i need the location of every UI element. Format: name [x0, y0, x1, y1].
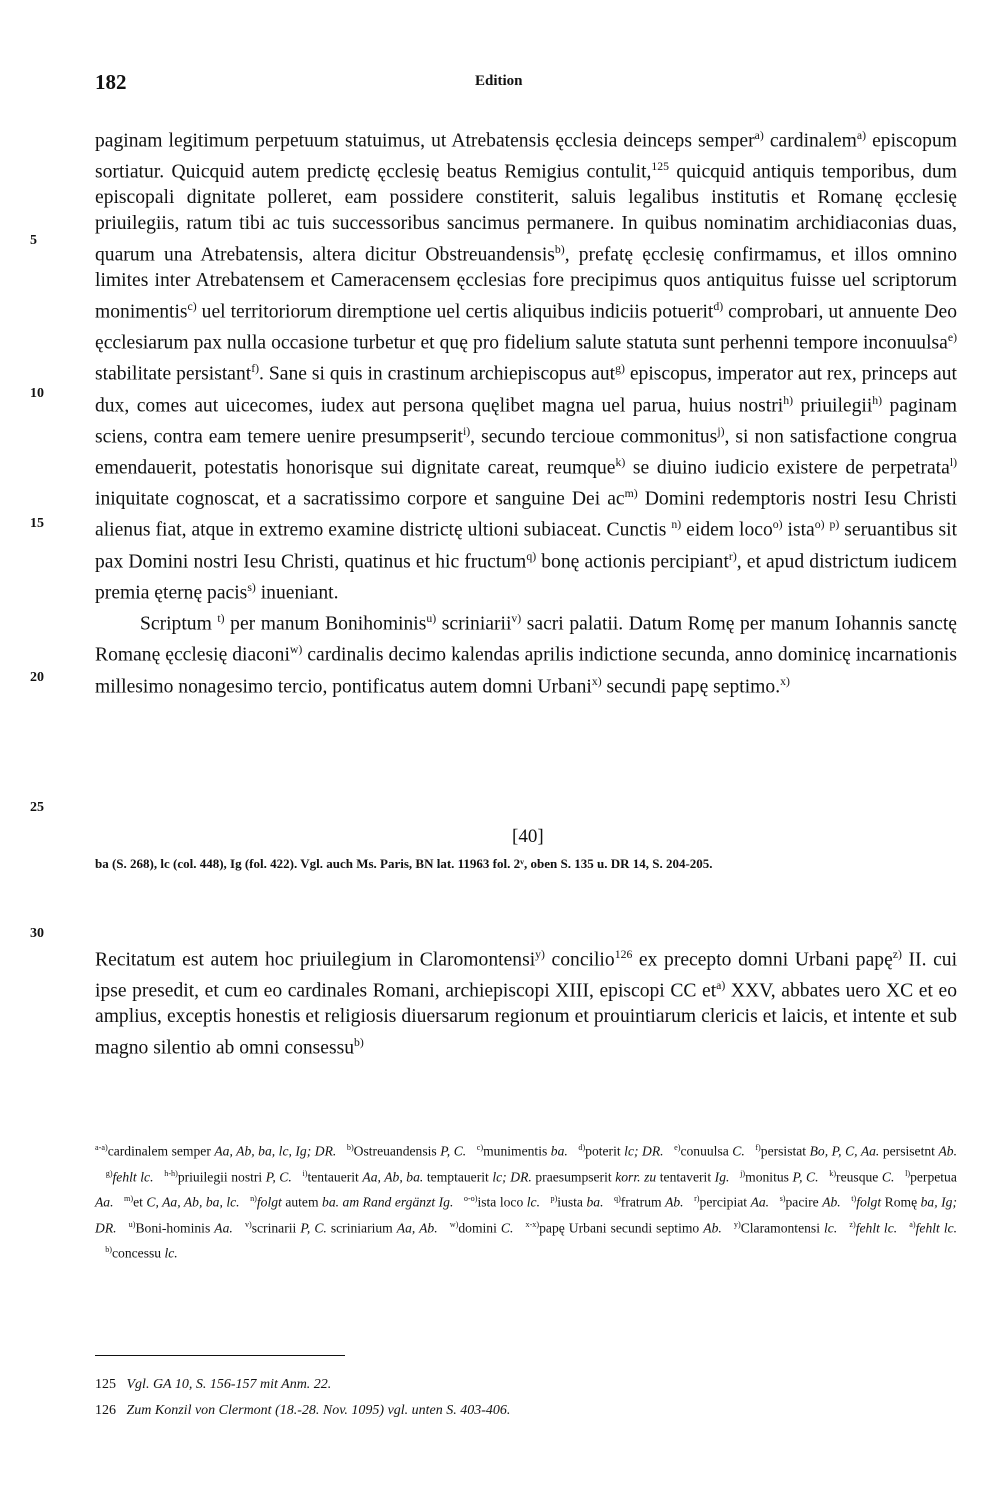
apparatus-separator [453, 1195, 464, 1210]
footnote-125 [95, 1377, 331, 1393]
apparatus-reading: conuulsa [680, 1143, 733, 1159]
apparatus-sigla: P, C. [265, 1169, 292, 1185]
line-number: 5 [30, 233, 37, 248]
apparatus-separator [664, 1144, 675, 1159]
text-run: paginam sciens, contra eam temere uenire presumpserit [95, 395, 957, 448]
apparatus-separator [233, 1220, 245, 1235]
apparatus-separator [513, 1220, 525, 1235]
apparatus-separator [841, 1195, 852, 1210]
apparatus-sigla: Ab. [822, 1194, 841, 1210]
apparatus-sigla: Ab. [938, 1143, 957, 1159]
apparatus-marker: b) [346, 1143, 354, 1152]
apparatus-marker: l) [905, 1168, 911, 1178]
note-marker: x) [780, 674, 790, 688]
apparatus-reading: monitus [745, 1169, 793, 1185]
text-run: per manum Bonihominis [224, 613, 427, 635]
apparatus-marker: v) [244, 1219, 252, 1229]
apparatus-separator [568, 1144, 579, 1159]
apparatus-marker: h-h) [164, 1168, 178, 1178]
apparatus-sigla: Ig. [714, 1169, 730, 1185]
note-marker: q) [526, 549, 537, 563]
line-number: 10 [30, 386, 44, 401]
charter-paragraph [95, 123, 957, 606]
apparatus-sigla: P, C. [792, 1169, 819, 1185]
apparatus-marker: p) [550, 1194, 558, 1204]
note-marker: b) [354, 1036, 364, 1050]
text-run: bonę actionis percipiant [536, 551, 729, 573]
note-marker: h) [783, 393, 794, 407]
apparatus-sigla: fehlt [112, 1169, 137, 1185]
apparatus-sigla: lc. [526, 1194, 540, 1210]
apparatus-separator [745, 1144, 756, 1159]
apparatus-reading: Claramontensi [740, 1220, 825, 1236]
text-run: eidem loco [681, 519, 773, 541]
apparatus-marker: r) [694, 1194, 700, 1204]
apparatus-reading: et [133, 1194, 147, 1210]
apparatus-reading: tentauerit [307, 1169, 363, 1185]
document-number: [40] [512, 826, 544, 847]
apparatus-reading: tentaverit [656, 1169, 715, 1185]
apparatus-sigla: P, C. [300, 1220, 327, 1236]
apparatus-sigla: fehlt lc. [915, 1220, 958, 1236]
line-number: 25 [30, 800, 44, 815]
apparatus-sigla: ba. [550, 1143, 568, 1159]
apparatus-sigla: C. [500, 1220, 514, 1236]
apparatus-marker: a-a) [95, 1143, 108, 1152]
note-marker: k) [615, 455, 626, 469]
text-run: XXV, abbates uero XC et eo amplius, exceptis honestis et religiosis diuersarum regionum et prouintiarum clericis et laicis, et intente et sub magno silentio ab omni consessu [95, 980, 957, 1059]
note-marker: a) [754, 129, 764, 142]
note-marker: c) [187, 299, 197, 313]
text-run: cardinalis decimo kalendas aprilis indictione secunda, anno dominicę incarnationis millesimo nonagesimo tercio, pontificatus autem domni Urbani [95, 644, 958, 698]
apparatus-separator [336, 1144, 347, 1159]
apparatus-marker: q) [614, 1194, 621, 1204]
text-run: , prefatę ęcclesię confirmamus, et illos omnino limites inter Atrebatensem et Cameracensem ęcclesias fore precipimus quos antiquitus fuisse uel scriptorum monimentis [95, 244, 957, 323]
apparatus-separator [722, 1220, 734, 1235]
apparatus-sigla: Ab. [665, 1194, 684, 1210]
apparatus-reading: autem [281, 1194, 323, 1210]
apparatus-marker: n) [250, 1194, 257, 1204]
apparatus-separator [95, 1169, 106, 1184]
apparatus-separator [117, 1220, 129, 1235]
text-run: scriniarii [436, 613, 512, 635]
footnote-rule [95, 1355, 345, 1356]
note-marker: n) [671, 518, 682, 532]
note-marker: a) [716, 979, 726, 993]
apparatus-sigla: folgt [256, 1194, 282, 1210]
note-marker: x) [591, 674, 602, 688]
apparatus-separator [438, 1220, 450, 1235]
apparatus-sigla: Aa. [750, 1194, 770, 1210]
apparatus-marker: k) [829, 1168, 837, 1178]
apparatus-reading: Romę [881, 1194, 921, 1210]
apparatus-sigla: P, C. [440, 1143, 467, 1159]
apparatus-reading: praesumpserit [531, 1169, 616, 1185]
apparatus-sigla: C. [881, 1169, 895, 1185]
apparatus-marker: t) [851, 1194, 857, 1204]
apparatus-reading: scriniarium [326, 1220, 397, 1236]
apparatus-reading: munimentis [483, 1143, 551, 1159]
text-run: cardinalem [763, 130, 857, 152]
critical-apparatus [95, 1137, 957, 1265]
footnote-126 [95, 1403, 510, 1419]
apparatus-reading: scrinarii [251, 1220, 301, 1236]
apparatus-marker: m) [124, 1194, 134, 1204]
text-run: Scriptum [140, 613, 218, 635]
text-run: , et apud districtum iudicem premia ęternę pacis [95, 551, 957, 604]
text-run: paginam legitimum perpetuum statuimus, ut Atrebatensis ęcclesia deinceps semper [95, 130, 755, 152]
text-run: , si non satisfactione congrua emendauerit, potestatis honorisque sui dignitate careat, reumque [95, 426, 957, 479]
source-note: ba (S. 268), lc (col. 448), Ig (fol. 422). Vgl. auch Ms. Paris, BN lat. 11963 fol. 2ᵛ, oben S. 135 u. DR 14, S. 204-205. [95, 856, 713, 871]
recitation-paragraph [95, 942, 957, 1061]
note-marker: v) [511, 612, 522, 626]
note-marker: j) [717, 424, 725, 438]
apparatus-marker: g) [105, 1168, 113, 1178]
note-marker: 125 [651, 160, 670, 174]
apparatus-sigla: folgt [856, 1194, 882, 1210]
apparatus-marker: o-o) [463, 1194, 478, 1204]
note-marker: o) [814, 518, 825, 532]
note-marker: m) [624, 487, 638, 501]
apparatus-sigla: C. [732, 1143, 745, 1159]
line-number: 20 [30, 670, 44, 685]
apparatus-sigla: Aa, Ab, ba, lc, Ig; DR. [214, 1143, 337, 1159]
apparatus-separator [729, 1169, 740, 1184]
note-marker: z) [892, 948, 902, 961]
apparatus-sigla: Bo, P, C, Aa. [809, 1143, 880, 1159]
footnote-number: 125 [95, 1377, 116, 1392]
apparatus-separator [466, 1144, 477, 1159]
text-run: iniquitate cognoscat, et a sacratissimo corpore et sanguine Dei ac [95, 488, 625, 510]
apparatus-sigla: ba. am Rand ergänzt Ig. [322, 1194, 454, 1210]
apparatus-separator [684, 1195, 695, 1210]
apparatus-reading: percipiat [699, 1194, 751, 1210]
line-number: 15 [30, 516, 44, 531]
apparatus-marker: i) [302, 1168, 308, 1178]
apparatus-separator [897, 1220, 909, 1235]
apparatus-reading: reusque [836, 1169, 882, 1185]
apparatus-sigla: Aa. [214, 1220, 233, 1236]
text-run: Recitatum est autem hoc priuilegium in Claromontensi [95, 949, 536, 971]
apparatus-reading: Boni-hominis [135, 1220, 215, 1236]
text-run: stabilitate persistant [95, 363, 252, 385]
footnote-text: Zum Konzil von Clermont (18.-28. Nov. 1095) vgl. unten S. 403-406. [126, 1403, 511, 1418]
text-run: , secundo tercioue commonitus [470, 426, 718, 448]
apparatus-marker: y) [733, 1219, 741, 1229]
apparatus-reading: papę Urbani secundi septimo [539, 1220, 704, 1236]
apparatus-separator [240, 1195, 251, 1210]
apparatus-reading: fratrum [620, 1194, 666, 1210]
apparatus-marker: a) [909, 1219, 916, 1229]
footnote-number: 126 [95, 1403, 116, 1418]
apparatus-reading: Ostreuandensis [353, 1143, 441, 1159]
text-run: secundi papę septimo. [601, 676, 781, 698]
text-run: . Sane si quis in crastinum archiepiscopus aut [259, 363, 616, 385]
apparatus-marker: e) [674, 1143, 681, 1152]
apparatus-marker: w) [449, 1219, 459, 1229]
apparatus-sigla: Ab. [703, 1220, 722, 1236]
apparatus-marker: z) [849, 1219, 856, 1229]
apparatus-reading: iusta [557, 1194, 587, 1210]
line-number: 30 [30, 926, 44, 941]
apparatus-separator [292, 1169, 303, 1184]
recitation-text [95, 942, 957, 1061]
apparatus-separator [837, 1220, 849, 1235]
apparatus-separator [603, 1195, 614, 1210]
text-run: Domini redemptoris nostri Iesu Christi alienus fiat, atque in extremo examine districtę ultioni subiaceat. Cunctis [95, 488, 957, 541]
note-marker: h) [872, 393, 883, 407]
apparatus-sigla: Aa, Ab, ba. [362, 1169, 424, 1185]
apparatus-sigla: lc. [164, 1245, 178, 1261]
note-marker: g) [615, 362, 625, 376]
charter-text [95, 123, 957, 700]
note-marker: b) [554, 242, 565, 256]
apparatus-reading: poterit [585, 1143, 625, 1159]
text-run: ista [782, 519, 815, 541]
page-number: 182 [95, 70, 127, 94]
apparatus-reading: ista loco [477, 1194, 527, 1210]
apparatus-marker: x-x) [525, 1219, 540, 1229]
text-run: comprobari, ut annuente Deo ęcclesiarum pax nulla occasione turbetur et quę pro fidelium salute statuta sunt perhenni tempore inconuulsa [95, 301, 957, 354]
apparatus-reading: cardinalem semper [107, 1143, 215, 1159]
note-marker: r) [728, 549, 737, 563]
note-marker: a) [856, 129, 867, 142]
apparatus-separator [540, 1195, 551, 1210]
apparatus-separator [154, 1169, 165, 1184]
note-marker: w) [289, 643, 303, 657]
apparatus-separator [114, 1195, 125, 1210]
text-run: inueniant. [255, 582, 339, 604]
apparatus-sigla: C, Aa, Ab, ba, lc. [146, 1194, 240, 1210]
note-marker: s) [247, 580, 256, 594]
apparatus-marker: s) [779, 1194, 786, 1204]
note-marker: l) [949, 455, 957, 469]
text-run: se diuino iudicio existere de perpetrata [625, 457, 950, 479]
apparatus-reading: concessu [112, 1245, 165, 1261]
footnote-text: Vgl. GA 10, S. 156-157 mit Anm. 22. [126, 1377, 332, 1392]
apparatus-sigla: fehlt lc. [855, 1220, 898, 1236]
note-marker: p) [829, 518, 840, 532]
apparatus-reading: priuilegii nostri [177, 1169, 266, 1185]
text-run: seruantibus sit pax Domini nostri Iesu Christi, quatinus et hic fructum [95, 519, 958, 573]
apparatus-sigla: korr. zu [615, 1169, 657, 1185]
apparatus-separator [95, 1246, 105, 1261]
apparatus-marker: u) [128, 1219, 136, 1229]
text-run: uel territoriorum diremptione uel certis aliquibus indiciis potuerit [196, 301, 714, 323]
apparatus-sigla: Aa, Ab. [396, 1220, 438, 1236]
text-run: ex precepto domni Urbani papę [632, 949, 893, 971]
apparatus-separator [819, 1169, 830, 1184]
apparatus-marker: b) [105, 1245, 112, 1255]
text-run: concilio [544, 949, 615, 971]
note-marker: d) [713, 299, 724, 313]
apparatus-sigla: lc. [140, 1169, 154, 1185]
apparatus-separator [769, 1195, 780, 1210]
running-head: Edition [475, 73, 523, 89]
text-run: episcopus, imperator aut rex, princeps aut dux, comes aut uicecomes, iudex aut persona quęlibet magna uel parua, huius nostri [95, 363, 957, 417]
apparatus-separator [894, 1169, 905, 1184]
text-run: priuilegii [793, 395, 873, 417]
apparatus-marker: c) [476, 1143, 484, 1152]
apparatus-reading: pacire [785, 1194, 823, 1210]
note-marker: 126 [614, 948, 633, 961]
apparatus-reading: persisetnt [879, 1143, 939, 1159]
note-marker: t) [217, 612, 225, 626]
apparatus-reading: temptauerit [423, 1169, 493, 1185]
note-marker: f) [251, 362, 260, 376]
apparatus-reading: perpetua [910, 1169, 957, 1185]
apparatus-reading: persistat [760, 1143, 810, 1159]
text-run: II. cui ipse presedit, et cum eo cardinales Romani, archiepiscopi XIII, episcopi CC et [95, 949, 958, 1002]
note-marker: u) [426, 612, 437, 626]
note-marker: o) [772, 518, 783, 532]
note-marker: e) [947, 331, 957, 345]
apparatus-sigla: ba. [586, 1194, 604, 1210]
note-marker: i) [462, 424, 471, 438]
text-run: episcopum sortiatur. Quicquid autem predictę ęcclesię beatus Remigius contulit, [95, 130, 957, 183]
apparatus-reading: domini [458, 1220, 501, 1236]
apparatus-sigla: lc. [824, 1220, 838, 1236]
note-marker: y) [535, 948, 545, 961]
text-run: sacri palatii. Datum Romę per manum Iohannis sanctę Romanę ęcclesię diaconi [95, 613, 957, 666]
text-run: quicquid antiquis temporibus, dum episcopali dignitate polleret, eam possidere constiterit, saluis legalibus institutis et Romanę ęcclesię priuilegiis, ratum tibi ac tuis successoribus sancimus permanere. In quibus nominatim archidiaconias duas, quarum una Atrebatensis, altera dicitur Obstreuandensis [95, 161, 957, 266]
apparatus-sigla: Aa. [95, 1194, 114, 1210]
apparatus-sigla: lc; DR. [624, 1143, 664, 1159]
apparatus-marker: d) [578, 1143, 586, 1152]
apparatus-sigla: ba, Ig; DR. [95, 1194, 957, 1236]
apparatus-marker: j) [740, 1168, 746, 1178]
subscription-paragraph [95, 606, 957, 700]
apparatus-marker: f) [755, 1143, 761, 1152]
apparatus-sigla: lc; DR. [492, 1169, 532, 1185]
